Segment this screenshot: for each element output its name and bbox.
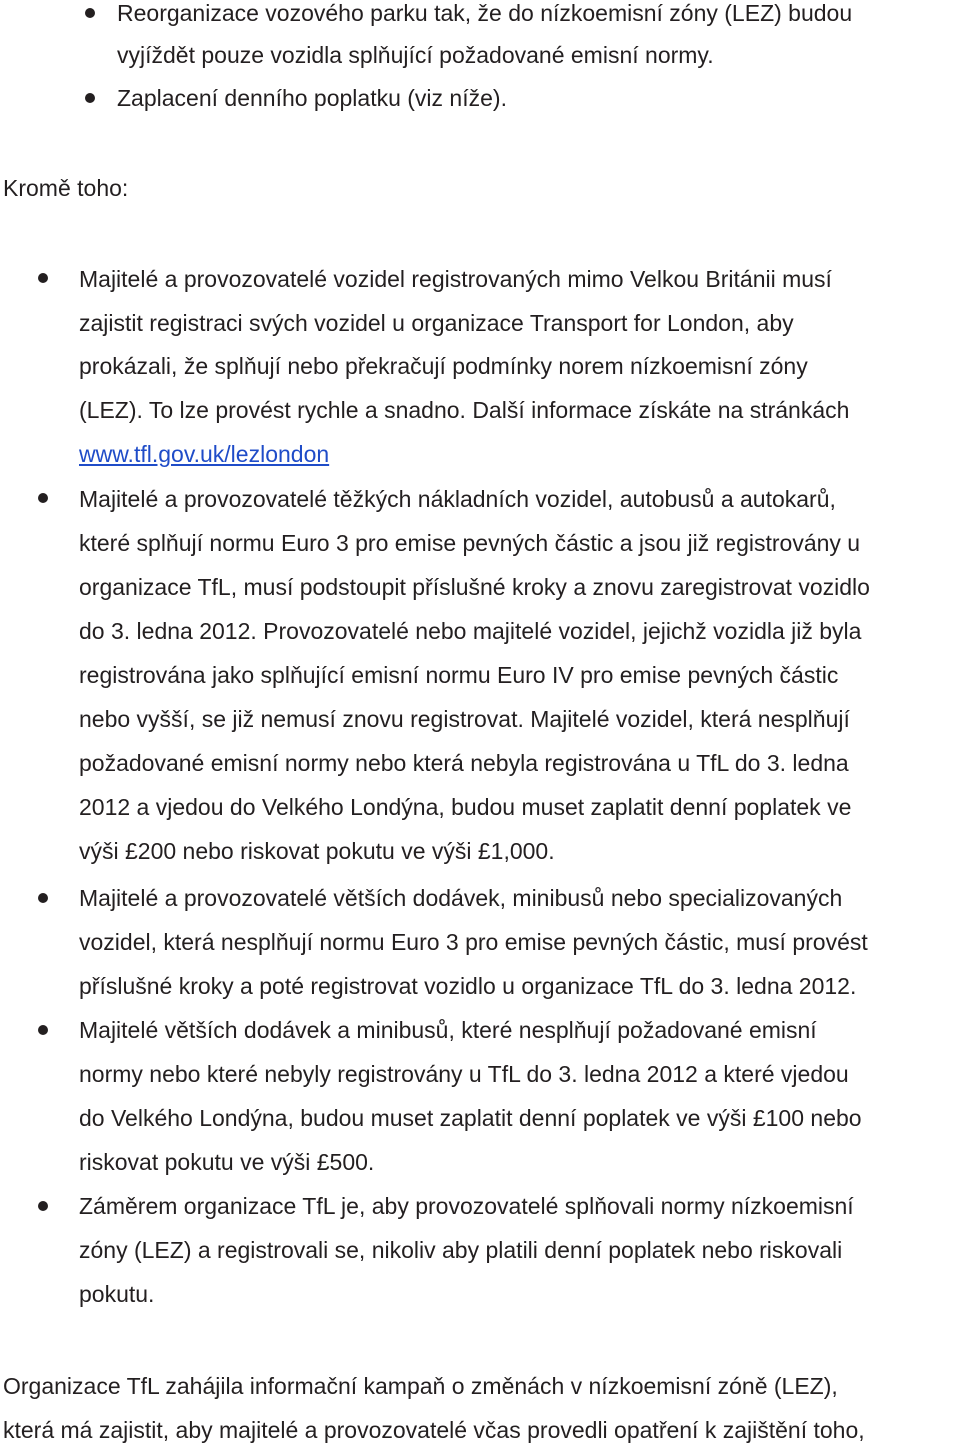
bullet-4-line-2: normy nebo které nebyly registrovány u TfL do 3. ledna 2012 a které vjedou bbox=[79, 1061, 849, 1087]
bullet-dot bbox=[85, 93, 95, 103]
bullet-1-line-4: (LEZ). To lze provést rychle a snadno. Další informace získáte na stránkách bbox=[79, 397, 850, 423]
bullet-dot bbox=[85, 8, 95, 18]
bullet-dot bbox=[38, 1201, 48, 1211]
top-bullet-1-line-1: Reorganizace vozového parku tak, že do nízkoemisní zóny (LEZ) budou bbox=[117, 0, 853, 26]
bullet-1-line-1: Majitelé a provozovatelé vozidel registrovaných mimo Velkou Británii musí bbox=[79, 266, 832, 292]
bullet-3-line-3: příslušné kroky a poté registrovat vozidlo u organizace TfL do 3. ledna 2012. bbox=[79, 973, 857, 999]
bullet-2-line-6: nebo vyšší, se již nemusí znovu registrovat. Majitelé vozidel, která nesplňují bbox=[79, 706, 850, 732]
closing-line-2: která má zajistit, aby majitelé a provozovatelé včas provedli opatření k zajištění toho, bbox=[3, 1417, 865, 1443]
bullet-3-line-1: Majitelé a provozovatelé větších dodávek, minibusů nebo specializovaných bbox=[79, 885, 843, 911]
bullet-2-line-9: výši £200 nebo riskovat pokutu ve výši £1,000. bbox=[79, 838, 555, 864]
bullet-1-line-3: prokázali, že splňují nebo překračují podmínky norem nízkoemisní zóny bbox=[79, 353, 808, 379]
bullet-2-line-1: Majitelé a provozovatelé těžkých nákladních vozidel, autobusů a autokarů, bbox=[79, 486, 836, 512]
closing-line-1: Organizace TfL zahájila informační kampaň o změnách v nízkoemisní zóně (LEZ), bbox=[3, 1373, 838, 1399]
intro-text: Kromě toho: bbox=[3, 175, 129, 201]
bullet-2-line-8: 2012 a vjedou do Velkého Londýna, budou muset zaplatit denní poplatek ve bbox=[79, 794, 852, 820]
bullet-2-line-3: organizace TfL, musí podstoupit příslušné kroky a znovu zaregistrovat vozidlo bbox=[79, 574, 870, 600]
top-bullet-2-line-1: Zaplacení denního poplatku (viz níže). bbox=[117, 85, 507, 111]
bullet-4-line-1: Majitelé větších dodávek a minibusů, které nesplňují požadované emisní bbox=[79, 1017, 817, 1043]
bullet-dot bbox=[38, 273, 48, 283]
bullet-dot bbox=[38, 893, 48, 903]
bullet-3-line-2: vozidel, která nesplňují normu Euro 3 pro emise pevných částic, musí provést bbox=[79, 929, 868, 955]
bullet-4-line-3: do Velkého Londýna, budou muset zaplatit denní poplatek ve výši £100 nebo bbox=[79, 1105, 862, 1131]
bullet-dot bbox=[38, 493, 48, 503]
bullet-5-line-3: pokutu. bbox=[79, 1281, 155, 1307]
bullet-4-line-4: riskovat pokutu ve výši £500. bbox=[79, 1149, 375, 1175]
bullet-2-line-5: registrována jako splňující emisní normu Euro IV pro emise pevných částic bbox=[79, 662, 839, 688]
bullet-1-line-2: zajistit registraci svých vozidel u organizace Transport for London, aby bbox=[79, 310, 794, 336]
bullet-5-line-1: Záměrem organizace TfL je, aby provozovatelé splňovali normy nízkoemisní bbox=[79, 1193, 854, 1219]
bullet-2-line-2: které splňují normu Euro 3 pro emise pevných částic a jsou již registrovány u bbox=[79, 530, 861, 556]
tfl-lez-link[interactable]: www.tfl.gov.uk/lezlondon bbox=[79, 441, 330, 467]
bullet-2-line-7: požadované emisní normy nebo která nebyla registrována u TfL do 3. ledna bbox=[79, 750, 849, 776]
bullet-5-line-2: zóny (LEZ) a registrovali se, nikoliv aby platili denní poplatek nebo riskovali bbox=[79, 1237, 843, 1263]
bullet-2-line-4: do 3. ledna 2012. Provozovatelé nebo majitelé vozidel, jejichž vozidla již byla bbox=[79, 618, 862, 644]
bullet-dot bbox=[38, 1025, 48, 1035]
top-bullet-1-line-2: vyjíždět pouze vozidla splňující požadované emisní normy. bbox=[117, 42, 714, 68]
